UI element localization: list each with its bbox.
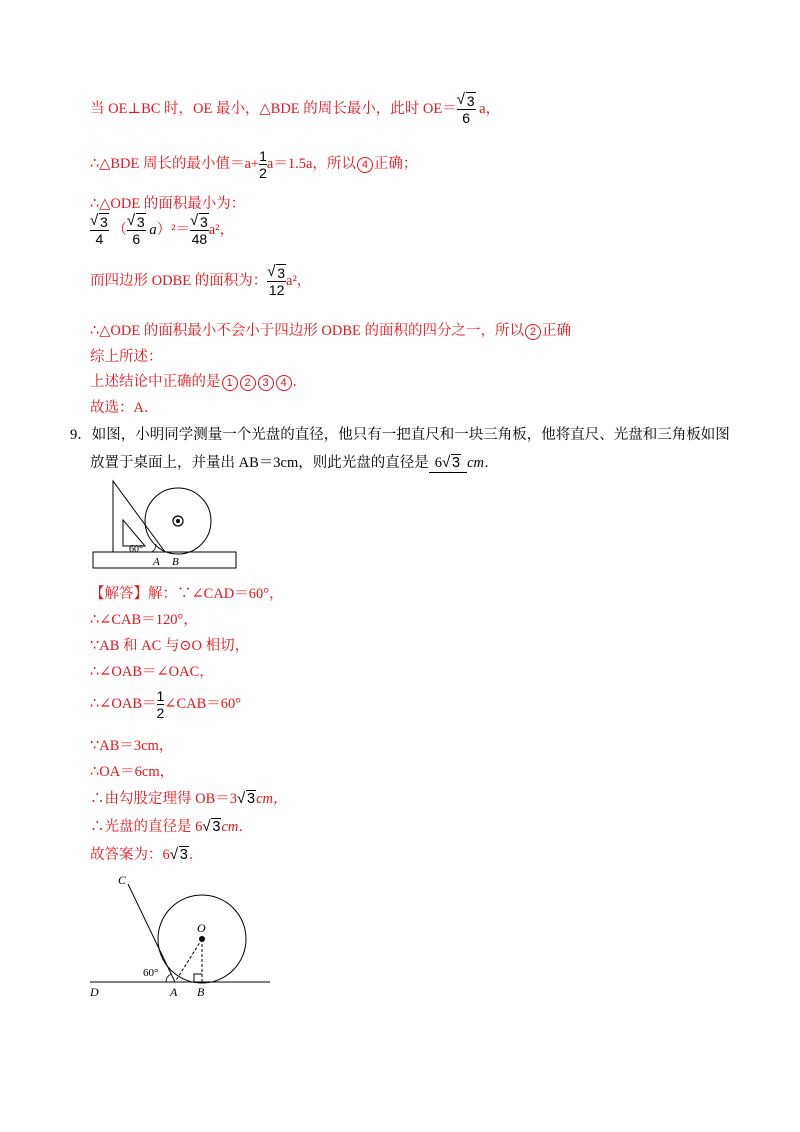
sol8-line-4: √ 3 4 （ √ 3 6 a）²＝ √ 3 48 a²，: [90, 212, 235, 247]
ruler: [93, 552, 236, 568]
sol8-text: ∴△ODE 的面积最小不会小于四边形 ODBE 的面积的四分之一，所以: [90, 323, 525, 339]
point-a-label: A: [170, 985, 178, 999]
sol8-text: ．: [292, 374, 307, 390]
fraction-denominator: 2: [156, 705, 165, 721]
fraction-denominator: 6: [462, 110, 471, 126]
fraction-denominator: 2: [259, 165, 267, 181]
sol9-text: ．: [188, 847, 204, 863]
sol9-line-3: ∵AB 和 AC 与⊙O 相切，: [90, 638, 250, 654]
fraction: √ 3 6: [456, 91, 475, 126]
circled-number: 4: [357, 157, 373, 173]
figure-1: [90, 476, 240, 572]
circled-number: 4: [276, 375, 292, 391]
point-a-label: A: [153, 556, 160, 568]
sol9-line-1: [90, 582, 284, 603]
sol9-text: ∴光盘的直径是 6: [90, 819, 203, 835]
fraction-numerator: 1: [156, 688, 165, 704]
circled-number: 3: [258, 375, 274, 391]
sol8-line-8: [90, 370, 307, 391]
fraction-denominator: 4: [95, 231, 104, 247]
sol9-line-8: ∴由勾股定理得 OB＝3 √ 3cm，: [90, 790, 288, 807]
sol8-text: 正确: [542, 323, 572, 339]
question-text: 如图，小明同学测量一个光盘的直径，他只有一把直尺和一块三角板，他将直尺、光盘和三角板如图: [91, 427, 730, 443]
sol8-line-5: 而四边形 ODBE 的面积为： √ 3 12 a²，: [90, 263, 312, 298]
answer-coef: 6: [434, 455, 442, 471]
sol9-text: cm．: [221, 819, 253, 835]
sol8-text: a²，: [286, 272, 312, 289]
paren: ）²＝: [156, 221, 190, 238]
fraction-numerator: 3: [466, 93, 475, 109]
sol8-line-6: [90, 319, 571, 340]
fraction-numerator: 3: [277, 265, 286, 281]
fraction-denominator: 48: [191, 231, 208, 247]
fraction-numerator: 3: [136, 214, 145, 230]
radicand: 3: [247, 791, 256, 807]
point-o-label: O: [197, 921, 206, 935]
sol9-line-2: ∴∠CAB＝120°，: [90, 612, 198, 628]
sol8-text: 正确；: [373, 155, 418, 172]
angle-label: 60°: [143, 967, 159, 979]
sol9-line-10: 故答案为：6 √ 3．: [90, 846, 204, 863]
set-square-inner: [123, 520, 145, 546]
sol9-text: 故答案为：6: [90, 847, 170, 863]
sol8-text: a，: [479, 100, 501, 117]
fraction-numerator: 3: [199, 214, 208, 230]
sol8-text: 而四边形 ODBE 的面积为：: [90, 272, 268, 289]
fraction-numerator: 1: [259, 148, 267, 164]
fraction-denominator: 6: [132, 231, 141, 247]
circled-number: 2: [240, 375, 256, 391]
sol8-text: 上述结论中正确的是: [90, 374, 221, 390]
point-d-label: D: [90, 985, 99, 999]
q9-line-2: [90, 451, 498, 473]
point-b-label: B: [197, 985, 205, 999]
right-angle-mark: [194, 974, 202, 982]
question-text: 放置于桌面上，并量出 AB＝3cm，则此光盘的直径是: [90, 455, 429, 471]
fraction-numerator: 3: [100, 214, 108, 230]
angle-arc: [166, 974, 171, 982]
circled-number: 1: [222, 375, 238, 391]
sol9-line-7: ∴OA＝6cm，: [90, 764, 175, 780]
sol9-line-5: [90, 688, 241, 721]
sol8-text: ∴△BDE 周长的最小值＝a+: [90, 155, 260, 172]
point-b-label: B: [172, 556, 179, 568]
radicand: 3: [212, 819, 221, 835]
sol9-text: ∴由勾股定理得 OB＝3: [90, 791, 238, 807]
sol8-text: a²，: [208, 221, 235, 238]
answer-label: 【解答】: [90, 586, 148, 602]
sol8-line-3: ∴△ODE 的面积最小为：: [90, 196, 246, 212]
sol9-text: ∴∠OAB＝: [90, 695, 157, 712]
sol8-line-9: 故选：A．: [90, 400, 159, 416]
segment-oa: [175, 939, 202, 982]
sol9-line-6: ∵AB＝3cm，: [90, 738, 174, 754]
answer-radicand: 3: [451, 455, 461, 471]
variable-a: a: [149, 221, 157, 238]
q9-line-1: [70, 423, 730, 444]
sol9-text: ∠CAB＝60°: [164, 695, 242, 712]
sol8-text: 当 OE⊥BC 时，OE 最小，△BDE 的周长最小，此时 OE＝: [90, 100, 457, 117]
sol9-line-4: ∴∠OAB＝∠OAC，: [90, 664, 214, 680]
question-text: cm．: [467, 455, 499, 471]
point-c-label: C: [118, 873, 127, 887]
sol8-line-2: [90, 148, 417, 181]
sol9-text: cm，: [256, 791, 288, 807]
paren: （: [112, 221, 127, 238]
circled-number: 2: [525, 324, 541, 340]
sol9-line-9: ∴光盘的直径是 6 √ 3cm．: [90, 818, 253, 835]
disc-center: [176, 519, 180, 523]
answer-blank: 6 √ 3: [429, 455, 467, 473]
sol9-text: 解：∵∠CAD＝60°，: [148, 586, 284, 602]
figure-2: [85, 870, 275, 1002]
set-square: [113, 481, 165, 552]
sol8-text: a＝1.5a，所以: [266, 155, 356, 172]
angle-label: 60°: [129, 544, 143, 555]
fraction-denominator: 12: [268, 282, 285, 298]
sol8-line-1: [90, 93, 500, 126]
question-number: 9．: [70, 427, 92, 443]
sol8-line-7: 综上所述：: [90, 349, 163, 365]
radicand: 3: [179, 847, 188, 863]
